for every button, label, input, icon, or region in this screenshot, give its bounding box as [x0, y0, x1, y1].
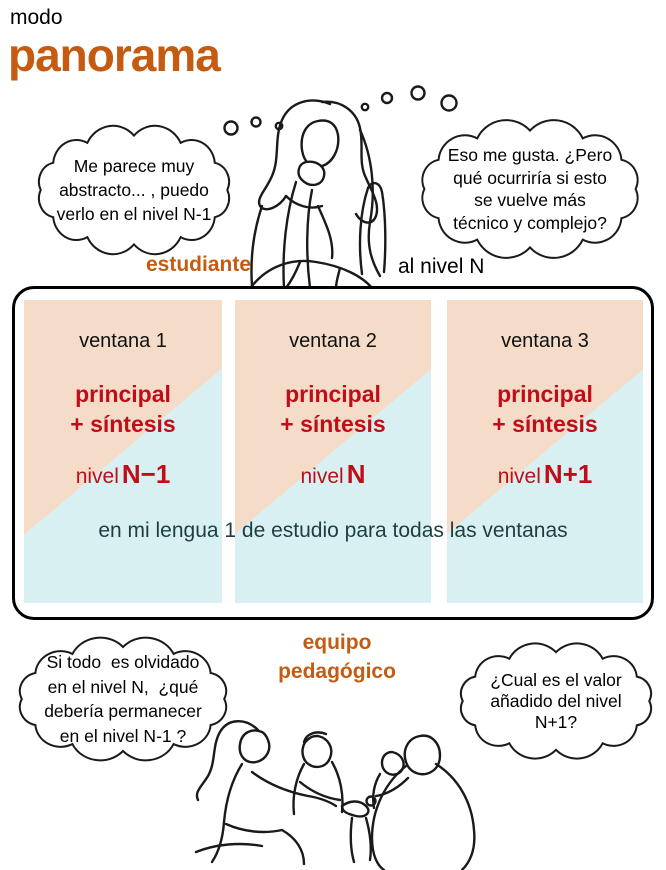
team-label-line1: equipo: [302, 631, 372, 654]
window-panel-1: [24, 300, 222, 603]
thought-text: Me parece muy abstracto... , puedo verlo en el nivel N-1: [56, 156, 212, 224]
page-title: panorama: [8, 29, 220, 81]
board-footer: en mi lengua 1 de estudio para todas las ventanas: [98, 519, 568, 542]
mode-kicker: modo: [10, 6, 63, 29]
team-label-line2: pedagógico: [278, 660, 396, 683]
panel-level: nivel N−1: [75, 459, 171, 489]
panel-title: ventana 3: [501, 330, 589, 352]
thought-bubble-team-left: [8, 634, 238, 764]
student-figure: [251, 101, 385, 288]
thought-bubble-student-left: [28, 122, 240, 258]
team-label: [242, 628, 432, 686]
thought-dots-right: [362, 87, 457, 111]
thought-bubble-student-right: [410, 116, 650, 262]
thought-bubble-team-right: [450, 640, 662, 762]
thought-text: Eso me gusta. ¿Pero qué ocurriría si esto se vuelve más técnico y complejo?: [447, 145, 613, 233]
panel-level: nivel N+1: [497, 459, 593, 489]
panel-title: ventana 2: [289, 330, 377, 352]
panel-level: nivel N: [300, 459, 366, 489]
student-level-note: al nivel N: [398, 255, 485, 278]
window-panel-3: [447, 300, 643, 603]
panel-title: ventana 1: [79, 330, 167, 352]
student-label: estudiante: [146, 253, 252, 276]
thought-text: Si todo es olvidado en el nivel N, ¿qué debería permanecer en el nivel N-1 ?: [44, 652, 202, 746]
panel-emphasis: principal + síntesis: [492, 381, 598, 437]
window-panel-2: [235, 300, 431, 603]
panel-emphasis: principal + síntesis: [70, 381, 176, 437]
panorama-board: [12, 286, 654, 620]
panel-emphasis: principal + síntesis: [280, 381, 386, 437]
thought-text: ¿Cual es el valor añadido del nivel N+1?: [490, 669, 622, 732]
